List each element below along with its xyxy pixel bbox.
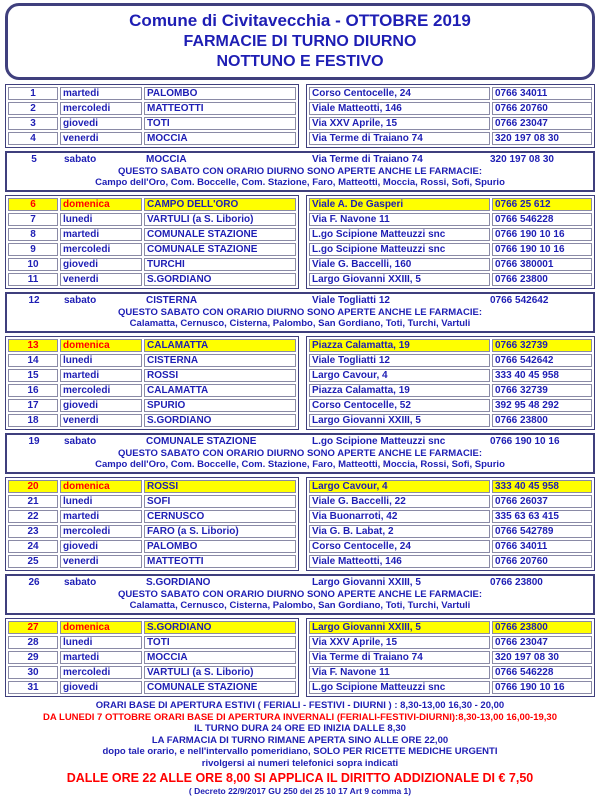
cell-pharmacy-name: S.GORDIANO <box>144 414 296 427</box>
cell-address: Piazza Calamatta, 19 <box>309 384 490 397</box>
table-row <box>7 242 297 257</box>
week-group <box>5 195 595 289</box>
table-row <box>308 257 593 272</box>
cell-weekday: giovedi <box>60 540 142 553</box>
table-row <box>308 479 593 494</box>
saturday-row <box>7 154 593 166</box>
cell-phone: 335 63 63 415 <box>492 510 592 523</box>
cell-weekday: lunedi <box>60 354 142 367</box>
table-row <box>7 86 297 101</box>
cell-day-number: 11 <box>8 273 58 286</box>
table-row <box>308 635 593 650</box>
cell-day-number: 18 <box>8 414 58 427</box>
week-group <box>5 477 595 571</box>
cell-address: Viale Matteotti, 146 <box>309 555 490 568</box>
table-row <box>7 116 297 131</box>
footer-line: ( Decreto 22/9/2017 GU 250 del 25 10 17 Art 9 comma 1) <box>188 786 412 796</box>
table-row <box>7 479 297 494</box>
cell-weekday: martedi <box>60 87 142 100</box>
table-row <box>308 494 593 509</box>
cell-phone: 0766 190 10 16 <box>490 436 560 447</box>
cell-phone: 0766 23800 <box>492 621 592 634</box>
table-row <box>7 509 297 524</box>
saturday-block <box>5 292 595 333</box>
cell-address: Corso Centocelle, 24 <box>309 540 490 553</box>
cell-pharmacy-name: CALAMATTA <box>144 384 296 397</box>
cell-address: Via F. Navone 11 <box>309 213 490 226</box>
cell-weekday: martedi <box>60 369 142 382</box>
cell-weekday: venerdi <box>60 273 142 286</box>
week-group <box>5 84 595 148</box>
cell-pharmacy-name: CISTERNA <box>146 295 198 306</box>
cell-day-number: 9 <box>8 243 58 256</box>
footer-line: DA LUNEDI 7 OTTOBRE ORARI BASE DI APERTURA INVERNALI (FERIALI-FESTIVI-DIURNI):8,30-13,00 16,00-19,30 <box>43 711 557 723</box>
cell-phone: 0766 542789 <box>492 525 592 538</box>
table-row <box>7 680 297 695</box>
cell-pharmacy-name: TOTI <box>144 636 296 649</box>
cell-day-number: 22 <box>8 510 58 523</box>
table-row <box>7 101 297 116</box>
week-right-block <box>306 477 595 571</box>
footer-line: rivolgersi ai numeri telefonici sopra indicati <box>201 757 399 769</box>
cell-pharmacy-name: CAMPO DELL'ORO <box>144 198 296 211</box>
footer-line: LA FARMACIA DI TURNO RIMANE APERTA SINO ALLE ORE 22,00 <box>151 734 449 746</box>
cell-day-number: 27 <box>8 621 58 634</box>
saturday-open-pharmacies: Campo dell'Oro, Com. Boccelle, Com. Stazione, Faro, Matteotti, Moccia, Rossi, Sofi, Spurio <box>95 459 505 470</box>
table-row <box>7 272 297 287</box>
cell-address: Largo Cavour, 4 <box>309 480 490 493</box>
cell-address: Viale A. De Gasperi <box>309 198 490 211</box>
cell-phone: 0766 20760 <box>492 102 592 115</box>
footer-line: ORARI BASE DI APERTURA ESTIVI ( FERIALI - FESTIVI - DIURNI ) : 8,30-13,00 16,30 - 20,00 <box>95 700 505 711</box>
cell-phone: 0766 23047 <box>492 636 592 649</box>
cell-address: Viale G. Baccelli, 22 <box>309 495 490 508</box>
table-row <box>308 398 593 413</box>
table-row <box>7 353 297 368</box>
cell-phone: 0766 32739 <box>492 339 592 352</box>
saturday-row <box>7 577 593 589</box>
cell-day-number: 7 <box>8 213 58 226</box>
cell-pharmacy-name: CERNUSCO <box>144 510 296 523</box>
cell-weekday: sabato <box>64 436 97 447</box>
table-row <box>7 554 297 569</box>
table-row <box>308 272 593 287</box>
table-row <box>7 539 297 554</box>
cell-pharmacy-name: S.GORDIANO <box>144 273 296 286</box>
saturday-block <box>5 574 595 615</box>
table-row <box>308 101 593 116</box>
table-row <box>308 539 593 554</box>
table-row <box>7 197 297 212</box>
cell-pharmacy-name: TURCHI <box>144 258 296 271</box>
table-row <box>7 398 297 413</box>
week-left-block <box>5 84 299 148</box>
table-row <box>308 212 593 227</box>
cell-day-number: 12 <box>28 295 40 306</box>
cell-address: Largo Giovanni XXIII, 5 <box>309 414 490 427</box>
cell-weekday: mercoledi <box>60 102 142 115</box>
cell-weekday: lunedi <box>60 495 142 508</box>
cell-address: L.go Scipione Matteuzzi snc <box>312 436 446 447</box>
cell-phone: 0766 23800 <box>492 273 592 286</box>
cell-weekday: venerdi <box>60 555 142 568</box>
table-row <box>7 650 297 665</box>
cell-day-number: 21 <box>8 495 58 508</box>
cell-pharmacy-name: ROSSI <box>144 480 296 493</box>
table-row <box>7 227 297 242</box>
cell-phone: 0766 23047 <box>492 117 592 130</box>
table-row <box>7 212 297 227</box>
cell-pharmacy-name: FARO (a S. Liborio) <box>144 525 296 538</box>
table-row <box>7 635 297 650</box>
cell-phone: 0766 190 10 16 <box>492 681 592 694</box>
table-row <box>308 368 593 383</box>
cell-phone: 320 197 08 30 <box>492 651 592 664</box>
table-row <box>308 86 593 101</box>
cell-address: L.go Scipione Matteuzzi snc <box>309 228 490 241</box>
table-row <box>7 383 297 398</box>
cell-phone: 0766 542642 <box>492 354 592 367</box>
cell-day-number: 6 <box>8 198 58 211</box>
cell-weekday: mercoledi <box>60 243 142 256</box>
cell-weekday: mercoledi <box>60 666 142 679</box>
cell-address: L.go Scipione Matteuzzi snc <box>309 681 490 694</box>
cell-phone: 333 40 45 958 <box>492 480 592 493</box>
cell-pharmacy-name: PALOMBO <box>144 87 296 100</box>
cell-day-number: 20 <box>8 480 58 493</box>
cell-pharmacy-name: COMUNALE STAZIONE <box>144 243 296 256</box>
table-row <box>308 524 593 539</box>
cell-phone: 0766 546228 <box>492 666 592 679</box>
table-row <box>7 368 297 383</box>
cell-address: Via Terme di Traiano 74 <box>309 132 490 145</box>
table-row <box>308 383 593 398</box>
cell-phone: 0766 25 612 <box>492 198 592 211</box>
saturday-row <box>7 436 593 448</box>
week-right-block <box>306 618 595 697</box>
table-row <box>7 257 297 272</box>
cell-day-number: 14 <box>8 354 58 367</box>
cell-address: Largo Giovanni XXIII, 5 <box>312 577 421 588</box>
cell-phone: 0766 23800 <box>492 414 592 427</box>
cell-pharmacy-name: MOCCIA <box>144 651 296 664</box>
cell-phone: 392 95 48 292 <box>492 399 592 412</box>
cell-day-number: 8 <box>8 228 58 241</box>
cell-day-number: 15 <box>8 369 58 382</box>
footer-line: IL TURNO DURA 24 ORE ED INIZIA DALLE 8,30 <box>194 723 406 734</box>
cell-weekday: domenica <box>60 621 142 634</box>
cell-pharmacy-name: CISTERNA <box>144 354 296 367</box>
cell-weekday: sabato <box>64 154 97 165</box>
cell-day-number: 31 <box>8 681 58 694</box>
week-left-block <box>5 477 299 571</box>
cell-phone: 0766 190 10 16 <box>492 243 592 256</box>
cell-weekday: domenica <box>60 198 142 211</box>
cell-day-number: 16 <box>8 384 58 397</box>
table-row <box>7 131 297 146</box>
cell-address: Via Buonarroti, 42 <box>309 510 490 523</box>
cell-address: Via Terme di Traiano 74 <box>309 651 490 664</box>
cell-pharmacy-name: MOCCIA <box>144 132 296 145</box>
week-group <box>5 618 595 697</box>
cell-day-number: 2 <box>8 102 58 115</box>
cell-phone: 0766 542642 <box>490 295 549 306</box>
page-subtitle-2: NOTTUNO E FESTIVO <box>216 53 384 70</box>
cell-weekday: martedi <box>60 228 142 241</box>
table-row <box>308 650 593 665</box>
table-row <box>308 620 593 635</box>
cell-pharmacy-name: MATTEOTTI <box>144 102 296 115</box>
week-left-block <box>5 336 299 430</box>
cell-day-number: 28 <box>8 636 58 649</box>
cell-day-number: 4 <box>8 132 58 145</box>
cell-day-number: 19 <box>28 436 40 447</box>
cell-phone: 0766 23800 <box>490 577 543 588</box>
cell-pharmacy-name: ROSSI <box>144 369 296 382</box>
cell-address: Viale Matteotti, 146 <box>309 102 490 115</box>
cell-phone: 0766 34011 <box>492 540 592 553</box>
cell-weekday: lunedi <box>60 636 142 649</box>
saturday-note: QUESTO SABATO CON ORARIO DIURNO SONO APERTE ANCHE LE FARMACIE: <box>117 589 482 600</box>
cell-phone: 320 197 08 30 <box>492 132 592 145</box>
cell-day-number: 13 <box>8 339 58 352</box>
cell-phone: 0766 20760 <box>492 555 592 568</box>
cell-day-number: 23 <box>8 525 58 538</box>
table-row <box>7 620 297 635</box>
cell-address: Viale Togliatti 12 <box>312 295 390 306</box>
cell-address: Largo Cavour, 4 <box>309 369 490 382</box>
cell-weekday: venerdi <box>60 414 142 427</box>
cell-day-number: 25 <box>8 555 58 568</box>
cell-weekday: lunedi <box>60 213 142 226</box>
cell-phone: 0766 26037 <box>492 495 592 508</box>
cell-day-number: 5 <box>31 154 37 165</box>
cell-pharmacy-name: MOCCIA <box>146 154 187 165</box>
cell-pharmacy-name: PALOMBO <box>144 540 296 553</box>
cell-address: Via F. Navone 11 <box>309 666 490 679</box>
saturday-note: QUESTO SABATO CON ORARIO DIURNO SONO APERTE ANCHE LE FARMACIE: <box>117 166 482 177</box>
cell-phone: 0766 546228 <box>492 213 592 226</box>
table-row <box>308 131 593 146</box>
cell-address: Via XXV Aprile, 15 <box>309 636 490 649</box>
saturday-row <box>7 295 593 307</box>
cell-phone: 320 197 08 30 <box>490 154 554 165</box>
saturday-block <box>5 151 595 192</box>
cell-address: Largo Giovanni XXIII, 5 <box>309 273 490 286</box>
cell-pharmacy-name: S.GORDIANO <box>146 577 211 588</box>
cell-address: L.go Scipione Matteuzzi snc <box>309 243 490 256</box>
cell-phone: 333 40 45 958 <box>492 369 592 382</box>
cell-weekday: martedi <box>60 651 142 664</box>
cell-address: Via G. B. Labat, 2 <box>309 525 490 538</box>
cell-phone: 0766 190 10 16 <box>492 228 592 241</box>
cell-day-number: 1 <box>8 87 58 100</box>
duty-schedule <box>5 84 595 697</box>
cell-weekday: sabato <box>64 577 97 588</box>
table-row <box>7 665 297 680</box>
cell-pharmacy-name: COMUNALE STAZIONE <box>144 228 296 241</box>
cell-weekday: domenica <box>60 480 142 493</box>
table-row <box>308 680 593 695</box>
cell-pharmacy-name: S.GORDIANO <box>144 621 296 634</box>
week-left-block <box>5 618 299 697</box>
cell-pharmacy-name: COMUNALE STAZIONE <box>146 436 257 447</box>
cell-weekday: mercoledi <box>60 525 142 538</box>
table-row <box>7 524 297 539</box>
saturday-open-pharmacies: Campo dell'Oro, Com. Boccelle, Com. Stazione, Faro, Matteotti, Moccia, Rossi, Sofi, Spurio <box>95 177 505 188</box>
cell-weekday: giovedi <box>60 258 142 271</box>
cell-day-number: 24 <box>8 540 58 553</box>
cell-day-number: 17 <box>8 399 58 412</box>
cell-pharmacy-name: VARTULI (a S. Liborio) <box>144 666 296 679</box>
cell-day-number: 10 <box>8 258 58 271</box>
cell-address: Viale Togliatti 12 <box>309 354 490 367</box>
cell-weekday: martedi <box>60 510 142 523</box>
cell-phone: 0766 380001 <box>492 258 592 271</box>
cell-pharmacy-name: MATTEOTTI <box>144 555 296 568</box>
cell-address: Viale G. Baccelli, 160 <box>309 258 490 271</box>
week-right-block <box>306 195 595 289</box>
week-right-block <box>306 336 595 430</box>
table-row <box>308 353 593 368</box>
cell-day-number: 26 <box>28 577 40 588</box>
table-row <box>308 197 593 212</box>
cell-weekday: giovedi <box>60 399 142 412</box>
cell-weekday: mercoledi <box>60 384 142 397</box>
saturday-note: QUESTO SABATO CON ORARIO DIURNO SONO APERTE ANCHE LE FARMACIE: <box>117 448 482 459</box>
table-row <box>7 338 297 353</box>
cell-pharmacy-name: SPURIO <box>144 399 296 412</box>
cell-address: Via Terme di Traiano 74 <box>312 154 423 165</box>
week-right-block <box>306 84 595 148</box>
table-row <box>308 665 593 680</box>
cell-address: Corso Centocelle, 52 <box>309 399 490 412</box>
page-subtitle-1: FARMACIE DI TURNO DIURNO <box>183 33 417 50</box>
table-row <box>7 494 297 509</box>
saturday-open-pharmacies: Calamatta, Cernusco, Cisterna, Palombo, San Gordiano, Toti, Turchi, Vartuli <box>129 600 471 611</box>
page-title: Comune di Civitavecchia - OTTOBRE 2019 <box>129 11 471 30</box>
cell-address: Corso Centocelle, 24 <box>309 87 490 100</box>
footer-line: DALLE ORE 22 ALLE ORE 8,00 SI APPLICA IL DIRITTO ADDIZIONALE DI € 7,50 <box>66 771 534 785</box>
header-box <box>5 3 595 80</box>
cell-weekday: venerdi <box>60 132 142 145</box>
table-row <box>308 242 593 257</box>
cell-day-number: 3 <box>8 117 58 130</box>
cell-pharmacy-name: TOTI <box>144 117 296 130</box>
cell-pharmacy-name: VARTULI (a S. Liborio) <box>144 213 296 226</box>
cell-phone: 0766 32739 <box>492 384 592 397</box>
footer-notes <box>0 700 600 797</box>
cell-address: Piazza Calamatta, 19 <box>309 339 490 352</box>
cell-weekday: domenica <box>60 339 142 352</box>
cell-weekday: giovedi <box>60 681 142 694</box>
cell-day-number: 30 <box>8 666 58 679</box>
table-row <box>308 509 593 524</box>
saturday-note: QUESTO SABATO CON ORARIO DIURNO SONO APERTE ANCHE LE FARMACIE: <box>117 307 482 318</box>
cell-weekday: sabato <box>64 295 97 306</box>
table-row <box>308 554 593 569</box>
week-left-block <box>5 195 299 289</box>
cell-weekday: giovedi <box>60 117 142 130</box>
table-row <box>308 227 593 242</box>
table-row <box>308 338 593 353</box>
week-group <box>5 336 595 430</box>
cell-pharmacy-name: COMUNALE STAZIONE <box>144 681 296 694</box>
saturday-open-pharmacies: Calamatta, Cernusco, Cisterna, Palombo, San Gordiano, Toti, Turchi, Vartuli <box>129 318 471 329</box>
footer-line: dopo tale orario, e nell'intervallo pomeridiano, SOLO PER RICETTE MEDICHE URGENTI <box>102 746 498 757</box>
cell-pharmacy-name: SOFI <box>144 495 296 508</box>
saturday-block <box>5 433 595 474</box>
cell-pharmacy-name: CALAMATTA <box>144 339 296 352</box>
cell-day-number: 29 <box>8 651 58 664</box>
cell-address: Largo Giovanni XXIII, 5 <box>309 621 490 634</box>
cell-phone: 0766 34011 <box>492 87 592 100</box>
table-row <box>308 116 593 131</box>
table-row <box>308 413 593 428</box>
cell-address: Via XXV Aprile, 15 <box>309 117 490 130</box>
table-row <box>7 413 297 428</box>
